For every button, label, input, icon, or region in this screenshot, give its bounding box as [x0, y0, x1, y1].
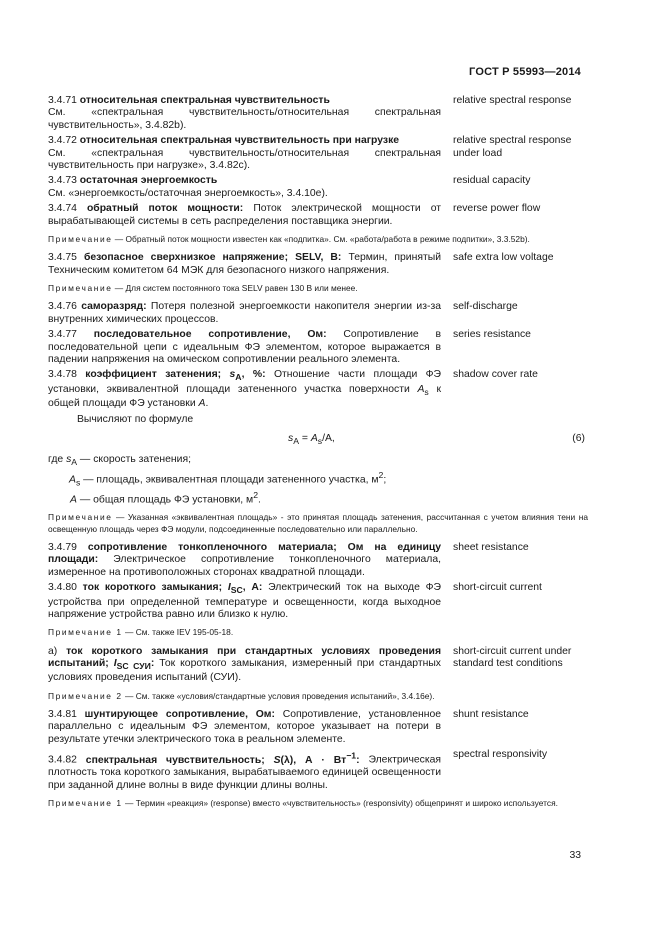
where-line-3	[70, 489, 588, 507]
note-3-4-80-2	[48, 691, 588, 702]
note-label: Примечание	[48, 283, 113, 294]
term-entry-3-4-72	[48, 135, 588, 172]
note-label: Примечание 1	[48, 797, 123, 808]
note-text: — Для систем постоянного тока SELV равен 130 В или менее.	[112, 283, 358, 294]
term-en: residual capacity	[453, 175, 531, 187]
term-number: 3.4.72	[48, 135, 77, 147]
where-text: — скорость затенения;	[77, 454, 191, 466]
def-symbol-2: A	[198, 398, 206, 410]
term-unit: , А:	[242, 582, 263, 594]
term-en: relative spectral response	[453, 95, 572, 106]
term-unit: , А · Вт	[293, 754, 347, 766]
where-prefix: где	[48, 454, 67, 466]
note-3-4-75	[48, 283, 588, 294]
formula-lhs: s	[288, 433, 294, 445]
term-entry-3-4-71	[48, 95, 588, 132]
where-sup: 2	[253, 489, 259, 500]
term-name	[85, 750, 360, 766]
term-symbol: I	[113, 657, 117, 669]
term-definition: Отношение части площади ФЭ установки, эквивалентной площади затененного участка поверхности	[48, 369, 442, 395]
term-ru	[48, 95, 441, 132]
formula-rhs-sub: s	[317, 436, 323, 447]
term-number: 3.4.78	[48, 369, 77, 381]
term-definition: См. «энергоемкость/остаточная энергоемкость», 3.4.10e).	[48, 187, 328, 199]
term-name: относительная спектральная чувствительность	[79, 95, 330, 106]
term-entry-3-4-79	[48, 542, 588, 579]
page-number: 33	[569, 850, 581, 861]
term-en: shunt resistance	[453, 709, 529, 721]
def-symbol: A	[417, 383, 425, 395]
where-line-1	[48, 454, 588, 468]
term-symbol: I	[227, 582, 231, 594]
term-definition: Сопротивление, установленное параллельно с идеальным ФЭ элементом, которое указывает на потери в результате утечки электрического тока в реальном элементе.	[48, 709, 442, 745]
term-entry-3-4-77	[48, 329, 588, 366]
term-name: сопротивление тонкопленочного материала; Ом на единицу площади:	[48, 541, 441, 566]
formula-row	[48, 429, 588, 451]
term-symbol-sub: SC	[230, 585, 243, 596]
equation-number: (6)	[572, 433, 585, 445]
term-name: саморазряд:	[81, 301, 147, 313]
term-entry-3-4-74	[48, 203, 588, 228]
note-text: — Термин «реакция» (response) вместо «чувствительность» (responsivity) общепринят и широко используется.	[122, 797, 558, 808]
term-number: 3.4.77	[48, 329, 77, 341]
term-definition: Термин, принятый Техническим комитетом 64 МЭК для безопасного низкого напряжения.	[48, 252, 441, 276]
term-name-text: спектральная чувствительность;	[85, 754, 265, 766]
term-en: reverse power flow	[453, 203, 541, 215]
where-line-2	[69, 469, 588, 489]
term-name: обратный поток мощности:	[86, 203, 244, 215]
term-number: а)	[48, 645, 58, 657]
where-end: .	[258, 494, 261, 505]
term-definition: Электрическое сопротивление тонкопленочного материала, измеренное на противоположных сторонах квадратной площади.	[48, 554, 442, 578]
term-unit-end: :	[356, 754, 360, 766]
term-number: 3.4.71	[48, 95, 77, 106]
note-text: — Обратный поток мощности известен как «подпитка». См. «работа/работа в режиме подпитки», 3.3.52b).	[112, 234, 530, 245]
term-unit: :	[150, 657, 155, 669]
term-entry-3-4-78	[48, 369, 588, 410]
term-name-text: ток короткого замыкания при стандартных условиях проведения испытаний;	[48, 645, 442, 669]
term-entry-3-4-76	[48, 301, 588, 326]
terms-content	[48, 95, 588, 816]
term-ru	[48, 582, 441, 621]
term-ru	[48, 301, 441, 326]
term-en: series resistance	[453, 329, 531, 341]
term-definition: Ток короткого замыкания, измеренный при стандартных условиях проведения испытаний (СУИ).	[48, 657, 441, 684]
note-text: — См. также IEV 195-05-18.	[122, 627, 234, 638]
term-number: 3.4.74	[48, 203, 77, 215]
term-name: безопасное сверхнизкое напряжение; SELV, В:	[83, 252, 342, 264]
term-ru	[48, 203, 441, 228]
term-entry-3-4-80	[48, 582, 588, 621]
where-end: ;	[383, 474, 387, 486]
term-number: 3.4.80	[48, 582, 77, 594]
term-ru	[48, 252, 441, 277]
note-label: Примечание 2	[48, 690, 123, 701]
term-number: 3.4.79	[48, 541, 77, 553]
note-3-4-78	[48, 512, 588, 534]
term-entry-3-4-82	[48, 749, 588, 792]
where-text: — общая площадь ФЭ установки, м	[76, 494, 254, 505]
note-label: Примечание	[48, 234, 113, 245]
term-symbol-sub: SC СУИ	[116, 661, 151, 672]
where-symbol: s	[66, 454, 72, 466]
def-symbol-sub: s	[424, 386, 429, 397]
term-ru	[48, 749, 441, 792]
term-entry-3-4-73	[48, 175, 588, 200]
term-entry-3-4-80-a	[48, 646, 588, 685]
term-symbol: S	[273, 754, 281, 766]
term-symbol-sub: A	[235, 372, 242, 383]
note-label: Примечание	[48, 512, 113, 523]
note-text: — См. также «условия/стандартные условия проведения испытаний», 3.4.16е).	[122, 690, 435, 701]
term-name	[85, 369, 266, 383]
term-number: 3.4.73	[48, 175, 77, 187]
term-ru	[48, 135, 441, 172]
term-definition: Потеря полезной энергоемкости накопителя энергии из-за внутренних химических процессов.	[48, 301, 441, 325]
term-en: relative spectral response under load	[453, 135, 572, 159]
term-number: 3.4.81	[48, 709, 77, 721]
term-symbol: s	[229, 369, 236, 381]
note-3-4-74	[48, 234, 588, 245]
term-name: остаточная энергоемкость	[79, 175, 218, 187]
term-number: 3.4.76	[48, 301, 77, 313]
term-unit-sup: −1	[346, 750, 357, 761]
term-name: относительная спектральная чувствительность при нагрузке	[79, 135, 400, 147]
term-name-text: коэффициент затенения;	[85, 369, 222, 381]
note-label: Примечание 1	[48, 627, 123, 638]
term-name: шунтирующее сопротивление, Ом:	[84, 709, 275, 721]
term-name: последовательное сопротивление, Ом:	[93, 329, 327, 341]
term-symbol-arg: (λ)	[280, 754, 294, 766]
term-definition: Электрический ток на выходе ФЭ устройства при определенной температуре и освещенности, когда выходное напряжение устройства равно или близко к нулю.	[48, 582, 442, 620]
term-definition: Поток электрической мощности от вырабатывающей системы в сеть распределения поставщика энергии.	[48, 203, 442, 227]
term-ru	[48, 329, 441, 366]
term-ru	[48, 369, 441, 410]
term-ru	[48, 542, 441, 579]
formula-lhs-sub: A	[293, 436, 299, 447]
term-entry-3-4-75	[48, 252, 588, 277]
standard-code-header: ГОСТ Р 55993—2014	[469, 66, 581, 78]
formula-rhs-tail: /A,	[322, 433, 335, 445]
term-definition: Сопротивление в последовательной цепи с идеальным ФЭ элементом, которое выражается в падении напряжения на омическом сопротивлении реального элемента.	[48, 329, 442, 365]
note-3-4-82-1	[48, 798, 588, 809]
term-definition: Электрическая плотность тока короткого замыкания, вырабатываемого единицей освещенности при заданной длине волны в виде функции длины волны.	[48, 754, 442, 791]
term-number: 3.4.82	[48, 754, 77, 766]
note-text: — Указанная «эквивалентная площадь» - это принятая площадь затенения, рассчитанная с учетом влияния тени на освещенную площадь через ФЭ модули, подсоединенные последовательно или параллельно.	[48, 512, 588, 534]
term-entry-3-4-81	[48, 709, 588, 746]
term-en: sheet resistance	[453, 541, 529, 553]
term-definition: См. «спектральная чувствительность/относительная спектральная чувствительность», 3.4.82b).	[48, 107, 441, 131]
formula-eq: =	[298, 433, 311, 445]
formula-intro: Вычисляют по формуле	[77, 413, 194, 425]
term-en: short-circuit current	[453, 582, 542, 594]
term-en: spectral responsivity	[453, 749, 548, 761]
term-definition: См. «спектральная чувствительность/относительная спектральная чувствительность при нагрузке», 3.4.82c).	[48, 147, 441, 172]
where-text: — площадь, эквивалентная площади затененного участка, м	[80, 474, 379, 486]
formula	[288, 433, 335, 447]
where-block	[48, 454, 588, 506]
where-symbol-sub: s	[75, 477, 81, 488]
term-ru	[48, 175, 441, 200]
term-en: short-circuit current under standard test conditions	[453, 645, 572, 669]
note-3-4-80-1	[48, 627, 588, 638]
term-en: self-discharge	[453, 301, 518, 313]
where-sup: 2	[378, 469, 384, 480]
term-name-text: ток короткого замыкания;	[82, 582, 223, 594]
where-symbol-sub: A	[71, 457, 78, 468]
term-name	[82, 582, 263, 596]
term-definition-cont: к общей площади ФЭ установки	[48, 383, 442, 410]
def-end: .	[205, 398, 209, 410]
where-symbol: A	[69, 474, 76, 486]
where-symbol: A	[70, 494, 77, 505]
term-ru	[48, 646, 441, 685]
formula-rhs: A	[310, 433, 318, 445]
term-number: 3.4.75	[48, 252, 77, 264]
term-unit: , %:	[241, 369, 266, 381]
term-ru	[48, 709, 441, 746]
term-en: safe extra low voltage	[453, 252, 554, 264]
term-en: shadow cover rate	[453, 369, 538, 381]
